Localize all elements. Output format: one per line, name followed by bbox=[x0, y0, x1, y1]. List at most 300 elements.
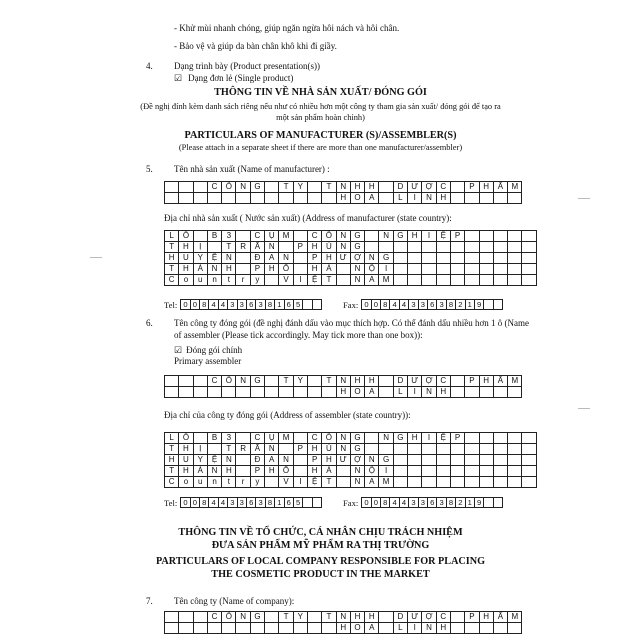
letter-box[interactable]: H bbox=[337, 387, 351, 398]
letter-box[interactable] bbox=[494, 387, 508, 398]
letter-box[interactable] bbox=[480, 264, 494, 275]
letter-box[interactable]: N bbox=[208, 264, 222, 275]
letter-box[interactable] bbox=[422, 275, 436, 286]
digit-box[interactable]: 0 bbox=[181, 299, 190, 310]
letter-box[interactable]: Ô bbox=[222, 612, 236, 623]
letter-box[interactable] bbox=[508, 242, 522, 253]
letter-box[interactable] bbox=[480, 231, 494, 242]
letter-box[interactable] bbox=[165, 612, 179, 623]
letter-box[interactable] bbox=[480, 242, 494, 253]
letter-box[interactable]: P bbox=[251, 466, 265, 477]
letter-box[interactable]: H bbox=[480, 376, 494, 387]
letter-box[interactable]: N bbox=[279, 455, 293, 466]
company-name-grid[interactable] bbox=[164, 611, 522, 634]
letter-box[interactable]: N bbox=[236, 612, 250, 623]
letter-box[interactable]: Ợ bbox=[422, 376, 436, 387]
digit-box[interactable]: 1 bbox=[275, 497, 284, 508]
letter-box[interactable]: n bbox=[208, 275, 222, 286]
letter-box[interactable]: Ệ bbox=[308, 477, 322, 488]
letter-box[interactable] bbox=[379, 242, 393, 253]
letter-box[interactable]: G bbox=[251, 376, 265, 387]
letter-box[interactable]: Ư bbox=[408, 182, 422, 193]
letter-box[interactable]: Ị bbox=[194, 242, 208, 253]
letter-box[interactable] bbox=[337, 477, 351, 488]
letter-box[interactable] bbox=[165, 387, 179, 398]
letter-box[interactable] bbox=[508, 231, 522, 242]
letter-box[interactable]: H bbox=[165, 455, 179, 466]
letter-box[interactable] bbox=[480, 193, 494, 204]
digit-box[interactable]: 5 bbox=[294, 497, 303, 508]
letter-box[interactable]: y bbox=[251, 477, 265, 488]
letter-box[interactable] bbox=[451, 455, 465, 466]
letter-box[interactable] bbox=[194, 231, 208, 242]
letter-box[interactable] bbox=[508, 444, 522, 455]
letter-box[interactable]: N bbox=[351, 466, 365, 477]
letter-box[interactable] bbox=[379, 623, 393, 634]
letter-box[interactable] bbox=[408, 477, 422, 488]
digit-box[interactable]: 6 bbox=[285, 497, 294, 508]
letter-box[interactable] bbox=[451, 182, 465, 193]
letter-box[interactable]: I bbox=[422, 231, 436, 242]
letter-box[interactable]: Y bbox=[194, 455, 208, 466]
letter-box[interactable] bbox=[480, 466, 494, 477]
fax-digit-boxes[interactable] bbox=[361, 299, 503, 310]
digit-box[interactable]: 2 bbox=[456, 497, 465, 508]
letter-box[interactable]: C bbox=[208, 376, 222, 387]
letter-box[interactable]: n bbox=[208, 477, 222, 488]
digit-box[interactable]: 4 bbox=[400, 497, 409, 508]
letter-box[interactable] bbox=[236, 264, 250, 275]
letter-box[interactable]: 3 bbox=[222, 433, 236, 444]
letter-box[interactable]: P bbox=[451, 433, 465, 444]
letter-box[interactable]: Ấ bbox=[251, 242, 265, 253]
letter-box[interactable]: C bbox=[251, 433, 265, 444]
letter-box[interactable]: D bbox=[394, 182, 408, 193]
letter-box[interactable] bbox=[494, 253, 508, 264]
letter-box[interactable]: H bbox=[222, 264, 236, 275]
letter-box[interactable] bbox=[480, 444, 494, 455]
letter-box[interactable]: C bbox=[165, 275, 179, 286]
digit-box[interactable]: 6 bbox=[247, 497, 256, 508]
manufacturer-name-grid[interactable] bbox=[164, 181, 522, 204]
digit-box[interactable] bbox=[313, 497, 322, 508]
letter-box[interactable] bbox=[522, 477, 536, 488]
letter-box[interactable] bbox=[408, 275, 422, 286]
letter-box[interactable]: R bbox=[236, 444, 250, 455]
letter-box[interactable] bbox=[465, 466, 479, 477]
digit-box[interactable]: 8 bbox=[266, 299, 275, 310]
letter-box[interactable]: H bbox=[308, 264, 322, 275]
letter-box[interactable]: Ố bbox=[279, 264, 293, 275]
letter-box[interactable]: N bbox=[337, 444, 351, 455]
letter-box[interactable]: H bbox=[437, 623, 451, 634]
letter-box[interactable] bbox=[265, 387, 279, 398]
letter-box[interactable] bbox=[494, 193, 508, 204]
letter-box[interactable] bbox=[437, 477, 451, 488]
letter-box[interactable]: 3 bbox=[222, 231, 236, 242]
letter-box[interactable]: P bbox=[465, 182, 479, 193]
letter-box[interactable]: y bbox=[251, 275, 265, 286]
letter-box[interactable]: C bbox=[308, 231, 322, 242]
letter-box[interactable] bbox=[451, 376, 465, 387]
letter-box[interactable]: G bbox=[394, 433, 408, 444]
digit-box[interactable]: 3 bbox=[228, 497, 237, 508]
letter-box[interactable] bbox=[494, 444, 508, 455]
letter-box[interactable]: O bbox=[351, 623, 365, 634]
letter-box[interactable]: Ợ bbox=[422, 612, 436, 623]
digit-box[interactable]: 0 bbox=[181, 497, 190, 508]
letter-box[interactable] bbox=[394, 466, 408, 477]
letter-box[interactable]: L bbox=[394, 387, 408, 398]
letter-box[interactable]: T bbox=[222, 242, 236, 253]
letter-box[interactable]: I bbox=[294, 477, 308, 488]
fax-digit-boxes[interactable] bbox=[361, 497, 503, 508]
letter-box[interactable]: M bbox=[379, 275, 393, 286]
letter-box[interactable] bbox=[422, 264, 436, 275]
letter-box[interactable] bbox=[294, 264, 308, 275]
letter-box[interactable] bbox=[422, 466, 436, 477]
letter-box[interactable]: N bbox=[422, 193, 436, 204]
letter-box[interactable] bbox=[208, 242, 222, 253]
letter-box[interactable]: Y bbox=[294, 376, 308, 387]
letter-box[interactable]: o bbox=[179, 477, 193, 488]
digit-box[interactable]: 4 bbox=[219, 497, 228, 508]
letter-box[interactable]: r bbox=[236, 275, 250, 286]
digit-box[interactable]: 2 bbox=[456, 299, 465, 310]
letter-box[interactable]: D bbox=[394, 612, 408, 623]
letter-box[interactable]: Ẩ bbox=[494, 612, 508, 623]
letter-box[interactable]: B bbox=[208, 231, 222, 242]
letter-box[interactable] bbox=[522, 242, 536, 253]
letter-box[interactable] bbox=[451, 623, 465, 634]
digit-box[interactable]: 0 bbox=[362, 299, 371, 310]
letter-box[interactable] bbox=[522, 433, 536, 444]
letter-box[interactable] bbox=[236, 231, 250, 242]
letter-box[interactable] bbox=[422, 455, 436, 466]
letter-box[interactable]: O bbox=[351, 387, 365, 398]
letter-box[interactable] bbox=[508, 387, 522, 398]
letter-box[interactable] bbox=[365, 242, 379, 253]
letter-box[interactable] bbox=[408, 455, 422, 466]
digit-box[interactable]: 8 bbox=[447, 497, 456, 508]
letter-box[interactable] bbox=[508, 193, 522, 204]
letter-box[interactable] bbox=[451, 253, 465, 264]
tel-digit-boxes[interactable] bbox=[180, 497, 322, 508]
letter-box[interactable]: L bbox=[394, 623, 408, 634]
letter-box[interactable] bbox=[494, 231, 508, 242]
letter-box[interactable]: G bbox=[351, 433, 365, 444]
letter-box[interactable]: Ệ bbox=[437, 231, 451, 242]
letter-box[interactable] bbox=[480, 433, 494, 444]
letter-box[interactable] bbox=[337, 264, 351, 275]
letter-box[interactable]: H bbox=[222, 466, 236, 477]
digit-box[interactable]: 0 bbox=[191, 299, 200, 310]
letter-box[interactable]: Ư bbox=[408, 376, 422, 387]
letter-box[interactable]: N bbox=[236, 182, 250, 193]
letter-box[interactable] bbox=[365, 444, 379, 455]
letter-box[interactable] bbox=[437, 444, 451, 455]
letter-box[interactable]: Ư bbox=[408, 612, 422, 623]
letter-box[interactable] bbox=[422, 253, 436, 264]
letter-box[interactable]: T bbox=[165, 264, 179, 275]
letter-box[interactable]: P bbox=[251, 264, 265, 275]
letter-box[interactable] bbox=[451, 264, 465, 275]
letter-box[interactable]: C bbox=[437, 376, 451, 387]
letter-box[interactable]: A bbox=[365, 275, 379, 286]
letter-box[interactable] bbox=[465, 193, 479, 204]
letter-box[interactable] bbox=[465, 444, 479, 455]
digit-box[interactable]: 8 bbox=[381, 497, 390, 508]
letter-box[interactable]: Ẩ bbox=[494, 376, 508, 387]
digit-box[interactable]: 6 bbox=[428, 497, 437, 508]
letter-box[interactable]: V bbox=[279, 275, 293, 286]
letter-box[interactable]: Ô bbox=[179, 231, 193, 242]
letter-box[interactable] bbox=[465, 231, 479, 242]
letter-box[interactable]: Ấ bbox=[251, 444, 265, 455]
letter-box[interactable] bbox=[179, 376, 193, 387]
letter-box[interactable]: C bbox=[165, 477, 179, 488]
letter-box[interactable]: T bbox=[165, 444, 179, 455]
letter-box[interactable]: I bbox=[422, 433, 436, 444]
letter-box[interactable]: N bbox=[422, 623, 436, 634]
letter-box[interactable] bbox=[494, 275, 508, 286]
letter-box[interactable]: Y bbox=[294, 612, 308, 623]
digit-box[interactable]: 3 bbox=[419, 299, 428, 310]
letter-box[interactable] bbox=[522, 253, 536, 264]
letter-box[interactable] bbox=[494, 433, 508, 444]
letter-box[interactable] bbox=[494, 264, 508, 275]
letter-box[interactable] bbox=[394, 264, 408, 275]
letter-box[interactable]: A bbox=[365, 387, 379, 398]
letter-box[interactable]: N bbox=[351, 275, 365, 286]
letter-box[interactable] bbox=[279, 242, 293, 253]
letter-box[interactable] bbox=[394, 253, 408, 264]
letter-box[interactable] bbox=[179, 612, 193, 623]
letter-box[interactable]: V bbox=[279, 477, 293, 488]
manufacturer-address-grid[interactable] bbox=[164, 230, 537, 286]
letter-box[interactable]: C bbox=[208, 182, 222, 193]
letter-box[interactable]: H bbox=[351, 612, 365, 623]
letter-box[interactable]: H bbox=[308, 242, 322, 253]
letter-box[interactable]: Ô bbox=[322, 433, 336, 444]
letter-box[interactable]: I bbox=[408, 623, 422, 634]
letter-box[interactable]: Ệ bbox=[208, 253, 222, 264]
letter-box[interactable]: T bbox=[165, 242, 179, 253]
letter-box[interactable]: Ô bbox=[179, 433, 193, 444]
letter-box[interactable] bbox=[194, 433, 208, 444]
digit-box[interactable]: 1 bbox=[466, 497, 475, 508]
letter-box[interactable]: H bbox=[337, 623, 351, 634]
letter-box[interactable]: N bbox=[422, 387, 436, 398]
letter-box[interactable]: H bbox=[408, 231, 422, 242]
letter-box[interactable]: Đ bbox=[251, 455, 265, 466]
letter-box[interactable]: G bbox=[379, 455, 393, 466]
letter-box[interactable] bbox=[451, 444, 465, 455]
letter-box[interactable] bbox=[294, 466, 308, 477]
letter-box[interactable] bbox=[522, 231, 536, 242]
letter-box[interactable]: P bbox=[308, 253, 322, 264]
letter-box[interactable]: M bbox=[279, 231, 293, 242]
letter-box[interactable] bbox=[322, 387, 336, 398]
letter-box[interactable]: C bbox=[251, 231, 265, 242]
letter-box[interactable] bbox=[508, 275, 522, 286]
letter-box[interactable] bbox=[308, 182, 322, 193]
letter-box[interactable]: T bbox=[322, 477, 336, 488]
letter-box[interactable] bbox=[208, 387, 222, 398]
letter-box[interactable] bbox=[522, 275, 536, 286]
letter-box[interactable]: M bbox=[508, 612, 522, 623]
digit-box[interactable]: 5 bbox=[294, 299, 303, 310]
letter-box[interactable]: R bbox=[236, 242, 250, 253]
digit-box[interactable]: 4 bbox=[209, 497, 218, 508]
letter-box[interactable]: Y bbox=[194, 253, 208, 264]
letter-box[interactable]: H bbox=[365, 612, 379, 623]
letter-box[interactable]: C bbox=[437, 182, 451, 193]
letter-box[interactable]: N bbox=[265, 242, 279, 253]
letter-box[interactable]: H bbox=[308, 466, 322, 477]
letter-box[interactable] bbox=[437, 264, 451, 275]
letter-box[interactable] bbox=[437, 466, 451, 477]
letter-box[interactable]: N bbox=[379, 231, 393, 242]
letter-box[interactable] bbox=[465, 455, 479, 466]
letter-box[interactable]: P bbox=[465, 612, 479, 623]
letter-box[interactable] bbox=[379, 193, 393, 204]
letter-box[interactable] bbox=[265, 275, 279, 286]
digit-box[interactable]: 4 bbox=[390, 299, 399, 310]
letter-box[interactable]: I bbox=[294, 275, 308, 286]
letter-box[interactable]: P bbox=[294, 242, 308, 253]
letter-box[interactable] bbox=[480, 253, 494, 264]
letter-box[interactable] bbox=[408, 242, 422, 253]
letter-box[interactable] bbox=[437, 242, 451, 253]
letter-box[interactable]: H bbox=[179, 466, 193, 477]
letter-box[interactable] bbox=[465, 477, 479, 488]
digit-box[interactable]: 8 bbox=[381, 299, 390, 310]
letter-box[interactable]: A bbox=[365, 623, 379, 634]
digit-box[interactable] bbox=[484, 299, 493, 310]
letter-box[interactable]: T bbox=[222, 444, 236, 455]
digit-box[interactable]: 0 bbox=[372, 299, 381, 310]
letter-box[interactable]: H bbox=[179, 444, 193, 455]
letter-box[interactable] bbox=[279, 623, 293, 634]
letter-box[interactable] bbox=[179, 387, 193, 398]
letter-box[interactable]: u bbox=[194, 477, 208, 488]
letter-box[interactable]: C bbox=[437, 612, 451, 623]
letter-box[interactable]: I bbox=[408, 387, 422, 398]
letter-box[interactable]: T bbox=[322, 376, 336, 387]
letter-box[interactable] bbox=[451, 612, 465, 623]
letter-box[interactable]: H bbox=[322, 455, 336, 466]
tel-digit-boxes[interactable] bbox=[180, 299, 322, 310]
letter-box[interactable] bbox=[322, 623, 336, 634]
letter-box[interactable]: Ụ bbox=[265, 433, 279, 444]
letter-box[interactable] bbox=[522, 455, 536, 466]
letter-box[interactable] bbox=[437, 275, 451, 286]
letter-box[interactable]: Ô bbox=[322, 231, 336, 242]
letter-box[interactable] bbox=[265, 376, 279, 387]
letter-box[interactable]: N bbox=[265, 444, 279, 455]
letter-box[interactable]: t bbox=[222, 477, 236, 488]
digit-box[interactable]: 8 bbox=[266, 497, 275, 508]
letter-box[interactable] bbox=[522, 444, 536, 455]
digit-box[interactable] bbox=[303, 497, 312, 508]
letter-box[interactable] bbox=[465, 242, 479, 253]
letter-box[interactable]: H bbox=[365, 182, 379, 193]
letter-box[interactable]: T bbox=[165, 466, 179, 477]
letter-box[interactable]: N bbox=[208, 466, 222, 477]
letter-box[interactable]: M bbox=[279, 433, 293, 444]
letter-box[interactable] bbox=[508, 253, 522, 264]
letter-box[interactable] bbox=[279, 193, 293, 204]
letter-box[interactable] bbox=[451, 193, 465, 204]
letter-box[interactable] bbox=[165, 623, 179, 634]
letter-box[interactable] bbox=[465, 387, 479, 398]
letter-box[interactable]: N bbox=[337, 612, 351, 623]
digit-box[interactable]: 0 bbox=[372, 497, 381, 508]
digit-box[interactable]: 6 bbox=[247, 299, 256, 310]
letter-box[interactable] bbox=[194, 376, 208, 387]
letter-box[interactable] bbox=[308, 612, 322, 623]
digit-box[interactable] bbox=[484, 497, 493, 508]
letter-box[interactable] bbox=[379, 612, 393, 623]
letter-box[interactable]: H bbox=[265, 264, 279, 275]
letter-box[interactable]: H bbox=[351, 182, 365, 193]
letter-box[interactable] bbox=[422, 242, 436, 253]
letter-box[interactable] bbox=[508, 623, 522, 634]
letter-box[interactable] bbox=[394, 455, 408, 466]
letter-box[interactable]: G bbox=[251, 612, 265, 623]
letter-box[interactable]: H bbox=[365, 376, 379, 387]
digit-box[interactable]: 3 bbox=[437, 497, 446, 508]
letter-box[interactable] bbox=[179, 193, 193, 204]
letter-box[interactable] bbox=[480, 477, 494, 488]
digit-box[interactable]: 6 bbox=[285, 299, 294, 310]
letter-box[interactable] bbox=[194, 182, 208, 193]
assembler-address-grid[interactable] bbox=[164, 432, 537, 488]
letter-box[interactable] bbox=[236, 623, 250, 634]
digit-box[interactable]: 1 bbox=[466, 299, 475, 310]
letter-box[interactable]: N bbox=[351, 264, 365, 275]
letter-box[interactable]: H bbox=[437, 193, 451, 204]
letter-box[interactable] bbox=[394, 477, 408, 488]
letter-box[interactable]: Ệ bbox=[308, 275, 322, 286]
digit-box[interactable]: 0 bbox=[191, 497, 200, 508]
letter-box[interactable] bbox=[294, 231, 308, 242]
letter-box[interactable] bbox=[508, 466, 522, 477]
letter-box[interactable]: r bbox=[236, 477, 250, 488]
letter-box[interactable] bbox=[251, 623, 265, 634]
letter-box[interactable]: H bbox=[265, 466, 279, 477]
letter-box[interactable]: H bbox=[480, 612, 494, 623]
letter-box[interactable] bbox=[394, 275, 408, 286]
letter-box[interactable]: À bbox=[194, 264, 208, 275]
letter-box[interactable]: G bbox=[251, 182, 265, 193]
letter-box[interactable]: t bbox=[222, 275, 236, 286]
letter-box[interactable]: Ệ bbox=[208, 455, 222, 466]
letter-box[interactable]: Ẩ bbox=[494, 182, 508, 193]
letter-box[interactable] bbox=[508, 264, 522, 275]
letter-box[interactable]: B bbox=[208, 433, 222, 444]
letter-box[interactable] bbox=[208, 623, 222, 634]
letter-box[interactable]: Ợ bbox=[351, 455, 365, 466]
letter-box[interactable] bbox=[294, 387, 308, 398]
digit-box[interactable] bbox=[494, 497, 503, 508]
digit-box[interactable]: 4 bbox=[219, 299, 228, 310]
letter-box[interactable]: N bbox=[337, 433, 351, 444]
letter-box[interactable] bbox=[165, 376, 179, 387]
letter-box[interactable]: T bbox=[279, 182, 293, 193]
checkbox-checked-icon[interactable]: ☑ bbox=[174, 73, 183, 83]
